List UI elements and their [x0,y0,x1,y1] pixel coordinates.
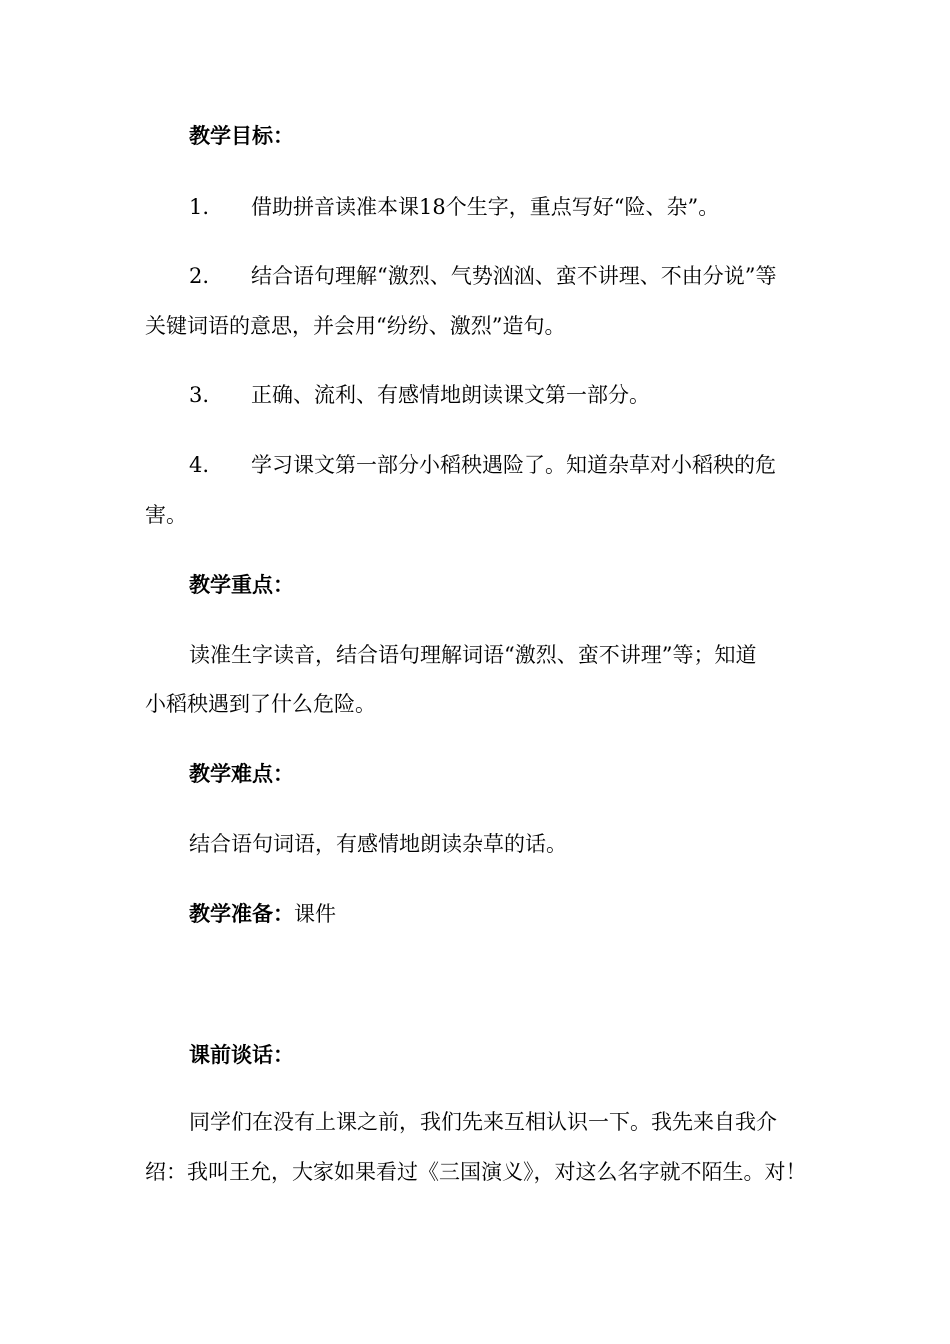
objective-4-text-continued: 害。 [145,503,187,527]
key-points-heading: 教学重点： [189,573,294,597]
preparation-line [189,904,336,925]
objective-1-text: 借助拼音读准本课18个生字，重点写好“险、杂”。 [251,195,720,219]
preparation-value: 课件 [294,902,336,926]
pre-class-line-1: 同学们在没有上课之前，我们先来互相认识一下。我先来自我介 [189,1110,777,1134]
objective-4-text: 学习课文第一部分小稻秧遇险了。知道杂草对小稻秧的危 [251,453,776,477]
objective-2-text-continued: 关键词语的意思，并会用“纷纷、激烈”造句。 [145,314,566,338]
key-points-line-1: 读准生字读音，结合语句理解词语“激烈、蛮不讲理”等；知道 [189,643,757,667]
objective-3-text: 正确、流利、有感情地朗读课文第一部分。 [251,383,650,407]
key-points-line-2: 小稻秧遇到了什么危险。 [145,692,376,716]
preparation-heading: 教学准备： [189,902,294,926]
pre-class-heading: 课前谈话： [189,1043,294,1067]
pre-class-line-2: 绍：我叫王允，大家如果看过《三国演义》，对这么名字就不陌生。对！ [145,1160,807,1184]
objective-2-text: 结合语句理解“激烈、气势汹汹、蛮不讲理、不由分说”等 [251,264,777,288]
difficulties-heading: 教学难点： [189,762,294,786]
objective-4-number: 4. [189,453,210,477]
objective-3-number: 3. [189,383,210,407]
objectives-heading: 教学目标： [189,124,294,148]
objective-2-number: 2. [189,264,210,288]
difficulties-line-1: 结合语句词语，有感情地朗读杂草的话。 [189,832,567,856]
objective-1-number: 1. [189,195,210,219]
